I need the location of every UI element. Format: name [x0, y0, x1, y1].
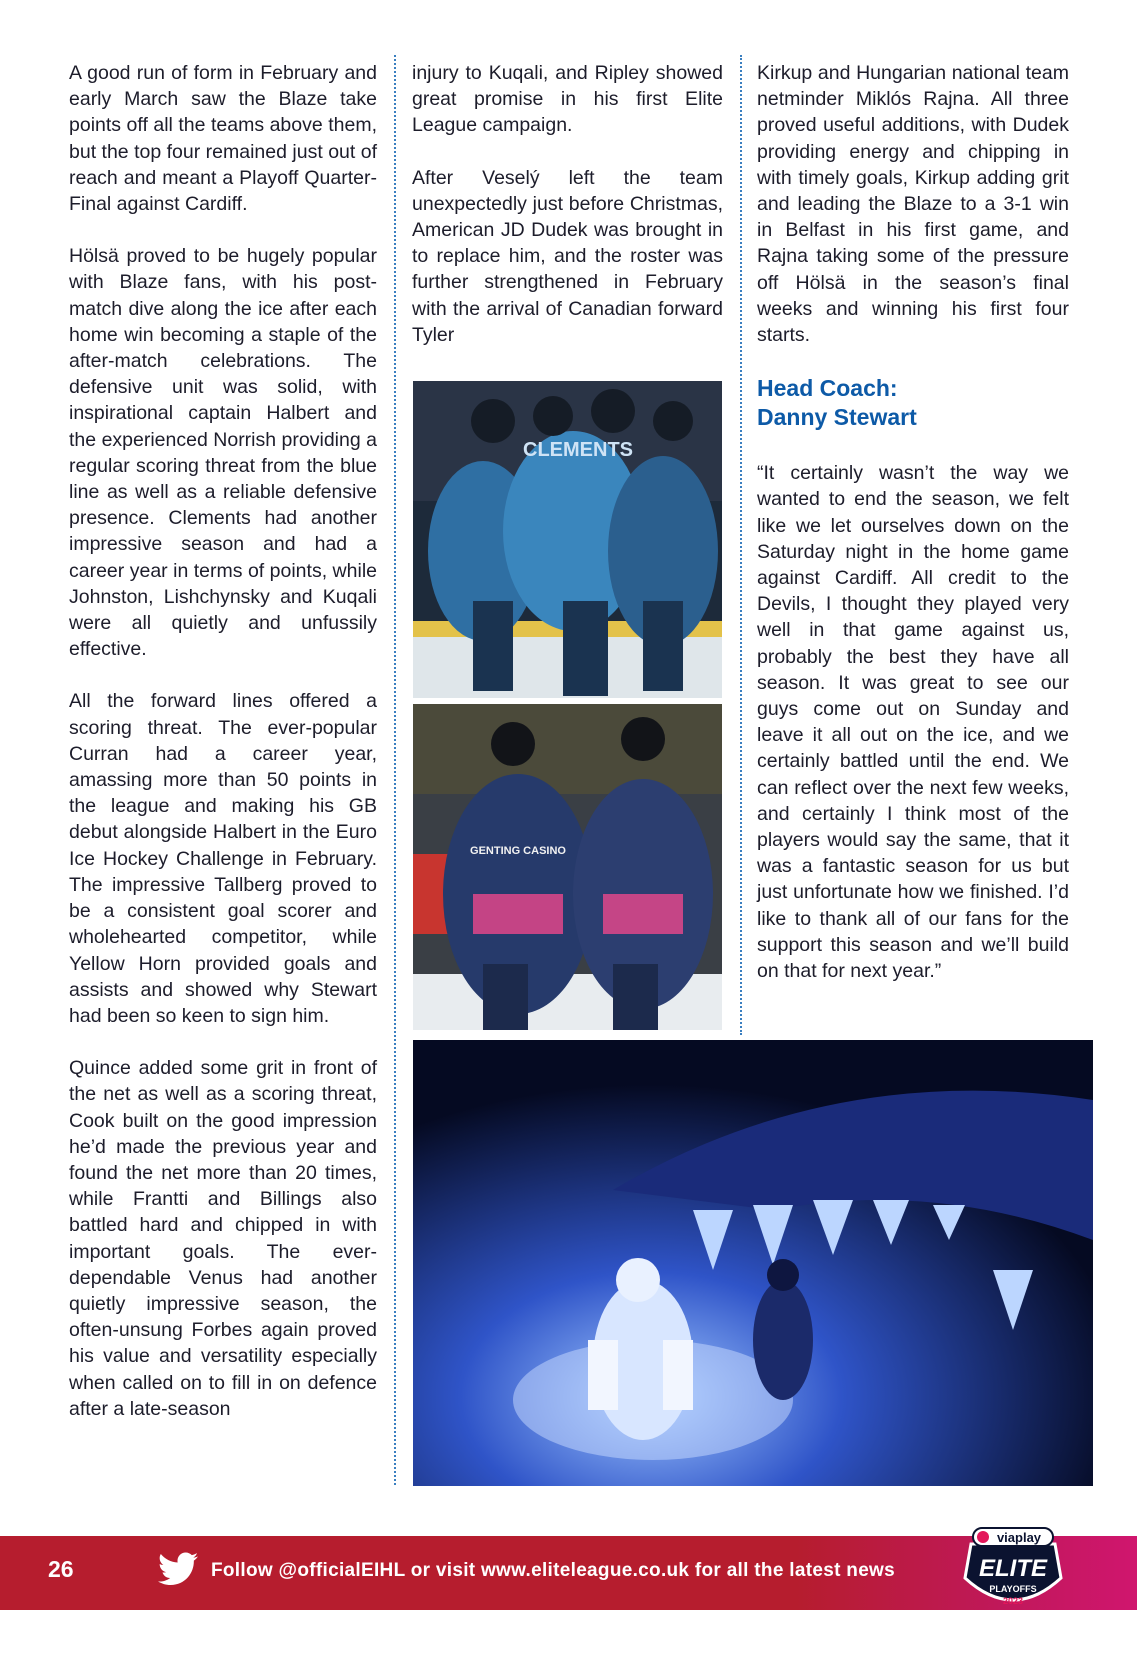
jersey-sponsor: GENTING CASINO — [470, 845, 566, 857]
twitter-icon[interactable] — [158, 1552, 198, 1588]
page-number: 26 — [48, 1556, 74, 1582]
badge-subtitle: PLAYOFFS — [989, 1584, 1037, 1594]
players-skating-photo — [413, 704, 722, 1030]
jersey-name: CLEMENTS — [523, 439, 633, 461]
badge-year: 2023 — [1002, 1596, 1024, 1606]
article-column-3 — [757, 60, 1069, 1010]
badge-brand: viaplay — [996, 1530, 1042, 1545]
goalie-entrance-photo — [413, 1040, 1093, 1486]
paragraph: Hölsä proved to be hugely popular with Blaze fans, with his post-match dive along the ice after each home win becoming a staple of the after-match celebrations. The defensive unit was solid, with inspirational captain Halbert and the experienced Norrish providing a regular scoring threat from the blue line as well as a reliable defensive presence. Clements had another impressive season and had a career year in terms of points, while Johnston, Lishchynsky and Kuqali were all quietly and unfussily effective. — [69, 245, 377, 661]
badge-title: ELITE — [978, 1555, 1048, 1582]
coach-heading-line2: Danny Stewart — [757, 404, 917, 431]
team-celebration-photo — [413, 381, 722, 698]
elite-playoffs-logo — [959, 1518, 1067, 1622]
article-column-1 — [69, 60, 377, 1448]
coach-heading-line1: Head Coach: — [757, 375, 898, 402]
footer-follow-text[interactable]: Follow @officialEIHL or visit www.eliteleague.co.uk for all the latest news — [211, 1560, 896, 1581]
paragraph: A good run of form in February and early March saw the Blaze take points off all the teams above them, but the top four remained just out of reach and meant a Playoff Quarter-Final against Cardiff. — [69, 62, 377, 216]
column-divider — [740, 55, 742, 1035]
article-column-2 — [412, 60, 723, 374]
coach-heading — [757, 374, 1069, 432]
column-divider — [394, 55, 396, 1485]
paragraph: Quince added some grit in front of the net as well as a scoring threat, Cook built on the good impression he’d made the previous year and found the net more than 20 times, while Frantti and Billings also battled hard and chipped in with important goals. The ever-dependable Venus had another quietly impressive season, the often-unsung Forbes again proved his value and versatility especially when called on to fill in on defence after a late-season — [69, 1057, 377, 1420]
paragraph: Kirkup and Hungarian national team netminder Miklós Rajna. All three proved useful additions, with Dudek providing energy and chipping in with timely goals, Kirkup adding grit and leading the Blaze to a 3-1 win in Belfast in his first game, and Rajna taking some of the pressure off Hölsä in the season’s final weeks and winning his first four starts. — [757, 62, 1069, 347]
coach-quote: “It certainly wasn’t the way we wanted to end the season, we felt like we let ourselves down on the Saturday night in the home game against Cardiff. All credit to the Devils, I thought they played very well in that game against us, probably the best they have all season. It was great to see our guys come out on Sunday and leave it all out on the ice, and we certainly battled until the end. We can reflect over the next few weeks, and certainly I think most of the players would say the same, that it was a fantastic season for us but just unfortunate how we finished. I’d like to thank all of our fans for the support this season and we’ll build on that for next year.” — [757, 462, 1069, 983]
paragraph: All the forward lines offered a scoring threat. The ever-popular Curran had a career year, amassing more than 50 points in the league and making his GB debut alongside Halbert in the Euro Ice Hockey Challenge in February. The impressive Tallberg proved to be a consistent goal scorer and wholehearted competitor, while Yellow Horn provided goals and assists and showed why Stewart had been so keen to sign him. — [69, 690, 377, 1027]
paragraph: injury to Kuqali, and Ripley showed great promise in his first Elite League campaign. — [412, 62, 723, 137]
paragraph: After Veselý left the team unexpectedly just before Christmas, American JD Dudek was brought in to replace him, and the roster was further strengthened in February with the arrival of Canadian forward Tyler — [412, 166, 723, 346]
